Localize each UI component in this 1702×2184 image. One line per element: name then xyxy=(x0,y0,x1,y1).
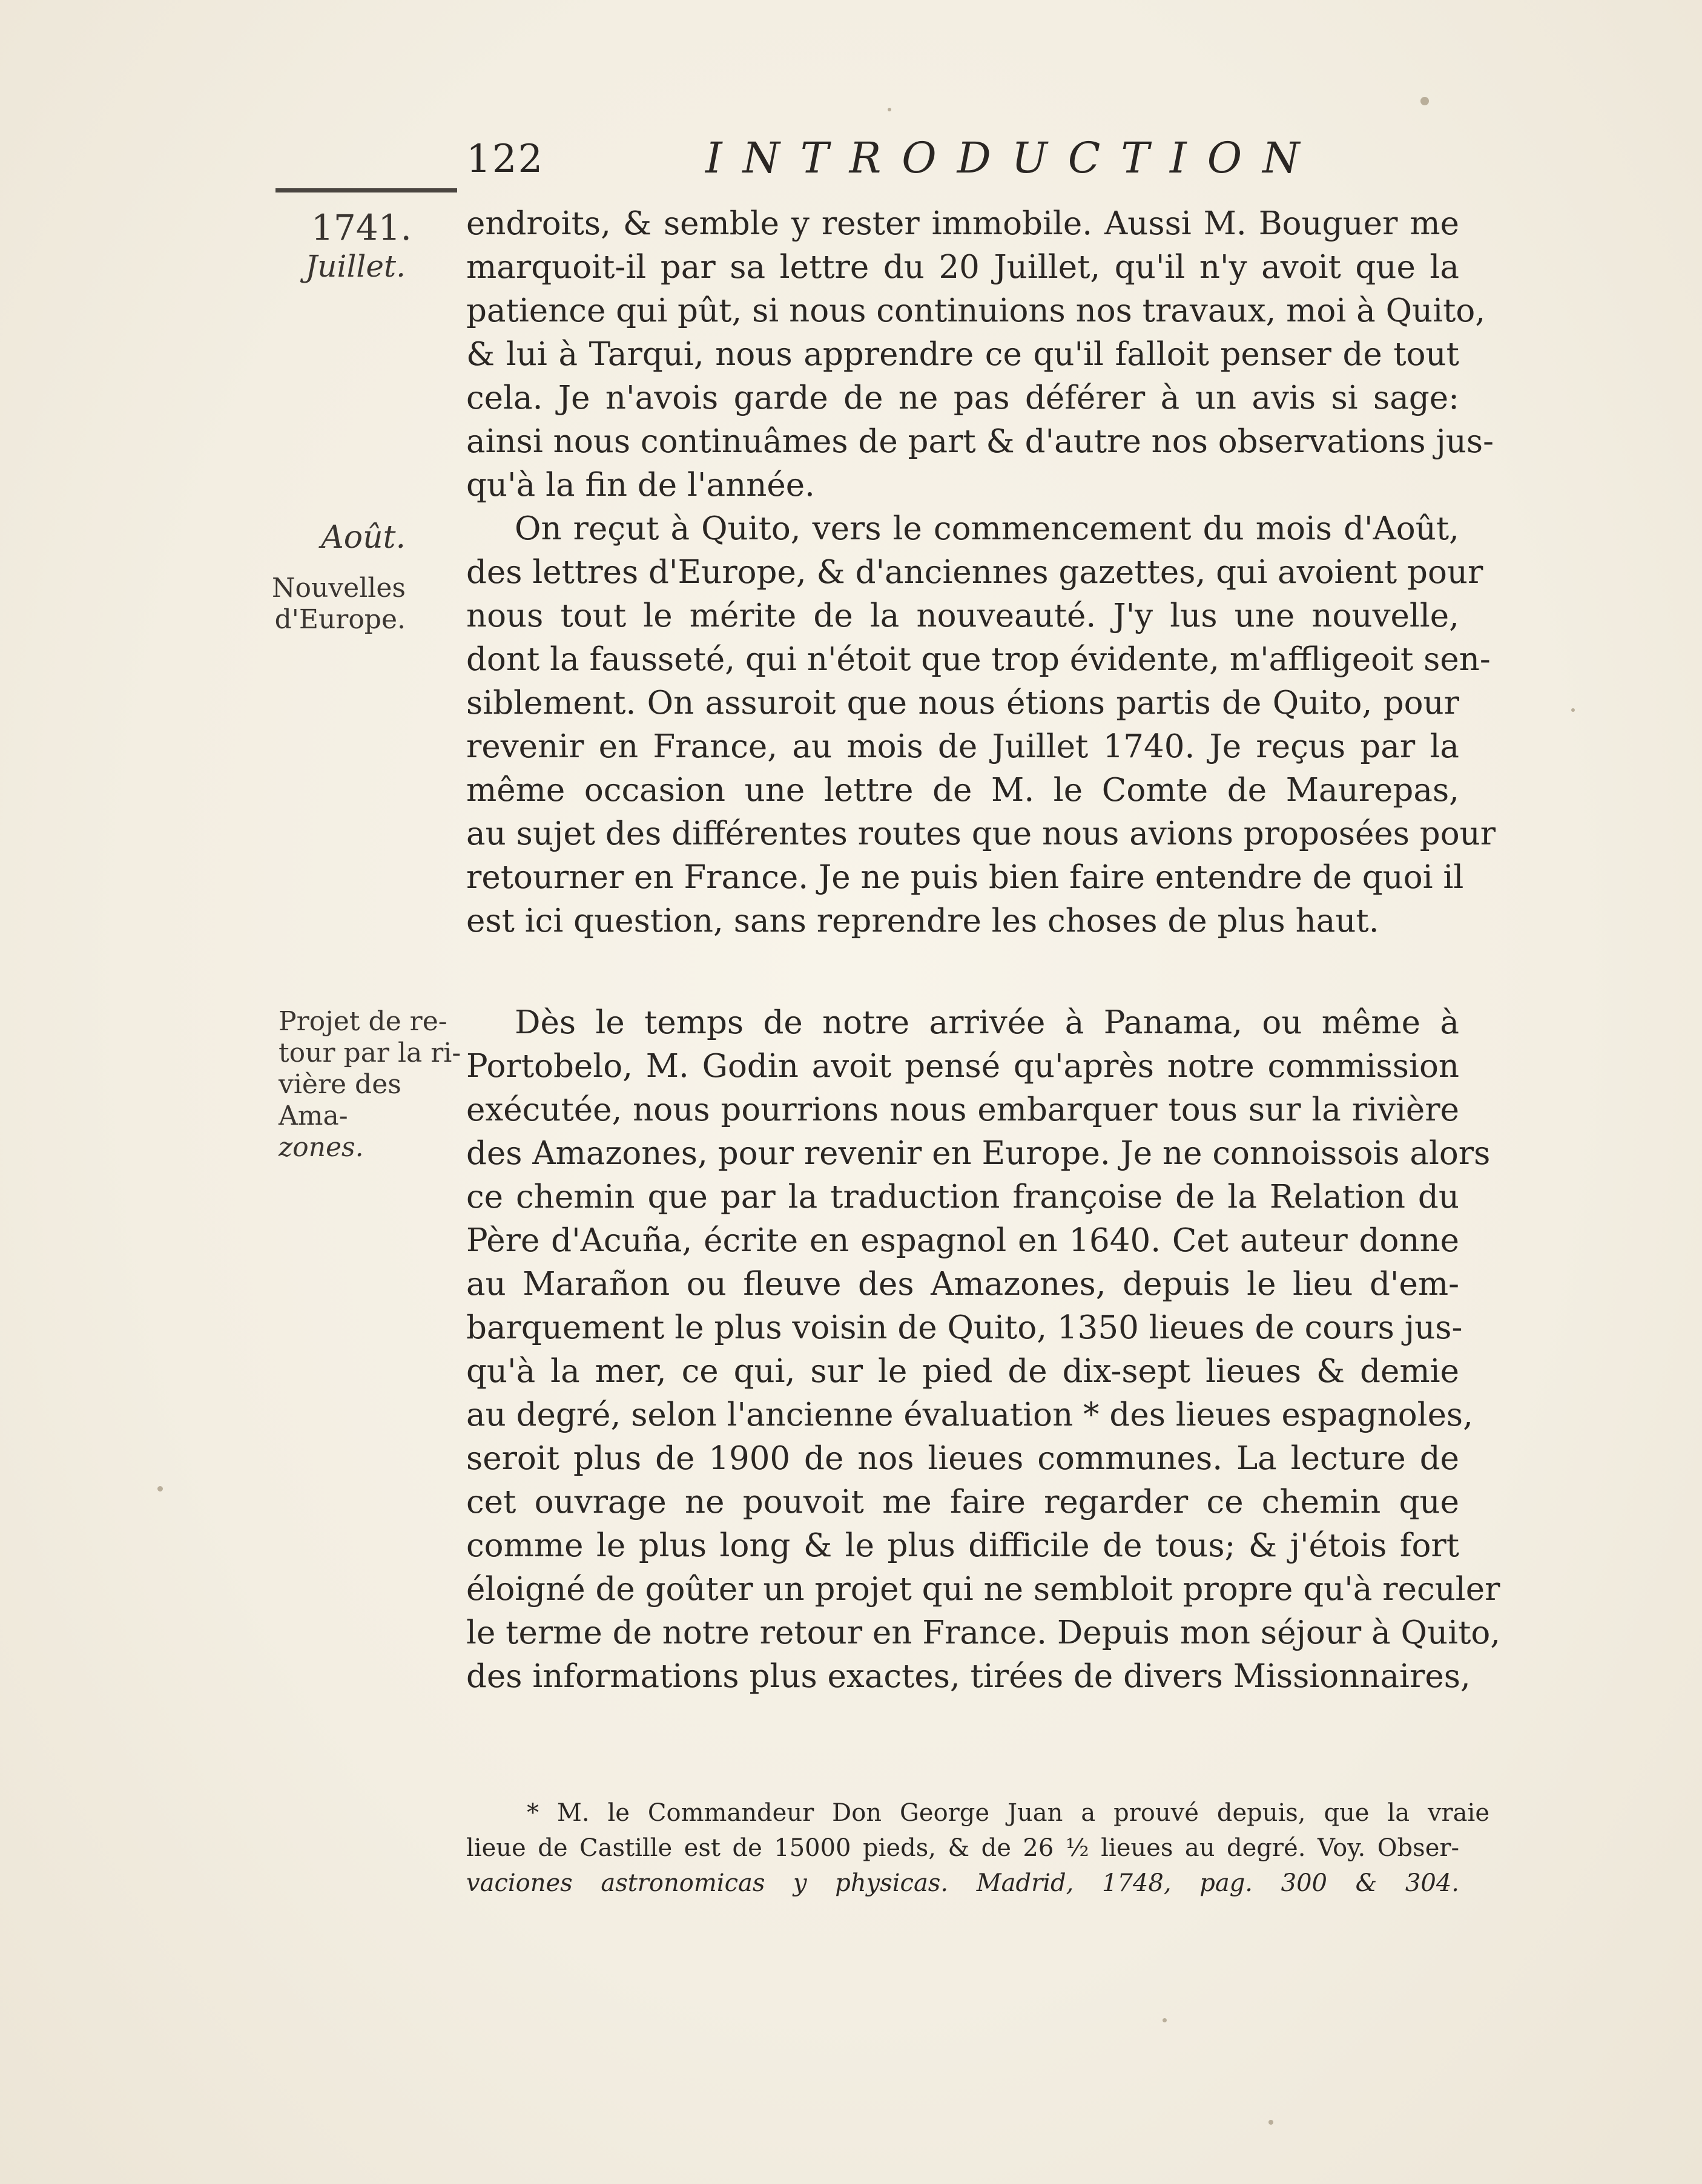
margin-rule xyxy=(275,188,457,192)
margin-month-aout: Août. xyxy=(321,519,406,556)
running-head: INTRODUCTION xyxy=(705,133,1321,183)
body-line: comme le plus long & le plus difficile de tous; & j'étois fort xyxy=(466,1527,1459,1564)
body-line: des informations plus exactes, tirées de divers Missionnaires, xyxy=(466,1658,1471,1695)
margin-year: 1741. xyxy=(311,207,412,248)
body-line: qu'à la mer, ce qui, sur le pied de dix-sept lieues & demie xyxy=(466,1353,1459,1390)
margin-note-nouvelles xyxy=(242,573,406,636)
margin-note-line: vière des Ama- xyxy=(279,1069,401,1131)
body-line: marquoit-il par sa lettre du 20 Juillet, qu'il n'y avoit que la xyxy=(466,249,1459,286)
paper-speck xyxy=(1420,97,1429,105)
body-line: patience qui pût, si nous continuions nos travaux, moi à Quito, xyxy=(466,292,1486,329)
margin-note-projet xyxy=(242,1006,478,1163)
body-line: seroit plus de 1900 de nos lieues communes. La lecture de xyxy=(466,1440,1459,1477)
body-line: qu'à la fin de l'année. xyxy=(466,467,815,504)
footnote-line: vaciones astronomicas y physicas. Madrid, 1748, pag. 300 & 304. xyxy=(466,1869,1459,1897)
paper-speck xyxy=(1163,2018,1167,2022)
body-line: cet ouvrage ne pouvoit me faire regarder ce chemin que xyxy=(466,1484,1459,1521)
margin-note-line: d'Europe. xyxy=(274,604,406,635)
body-line: endroits, & semble y rester immobile. Aussi M. Bouguer me xyxy=(466,205,1459,242)
body-line: siblement. On assuroit que nous étions partis de Quito, pour xyxy=(466,685,1459,722)
body-line: barquement le plus voisin de Quito, 1350 lieues de cours jus- xyxy=(466,1309,1463,1346)
body-line: au degré, selon l'ancienne évaluation * des lieues espagnoles, xyxy=(466,1396,1473,1433)
paper-speck xyxy=(157,1486,163,1492)
paper-speck xyxy=(888,108,891,111)
body-line: exécutée, nous pourrions nous embarquer tous sur la rivière xyxy=(466,1091,1459,1128)
margin-note-line: Nouvelles xyxy=(272,573,406,604)
body-line: au Marañon ou fleuve des Amazones, depuis le lieu d'em- xyxy=(466,1266,1459,1303)
body-line: Dès le temps de notre arrivée à Panama, ou même à xyxy=(515,1004,1459,1041)
body-line: ainsi nous continuâmes de part & d'autre nos observations jus- xyxy=(466,423,1494,460)
body-line: même occasion une lettre de M. le Comte de Maurepas, xyxy=(466,772,1459,809)
margin-note-line: tour par la ri- xyxy=(279,1038,461,1068)
body-line: retourner en France. Je ne puis bien faire entendre de quoi il xyxy=(466,859,1464,896)
body-line: est ici question, sans reprendre les choses de plus haut. xyxy=(466,903,1379,939)
margin-month-juillet: Juillet. xyxy=(305,249,406,284)
body-line: nous tout le mérite de la nouveauté. J'y lus une nouvelle, xyxy=(466,597,1459,634)
body-line: ce chemin que par la traduction françoise de la Relation du xyxy=(466,1179,1459,1215)
body-line: dont la fausseté, qui n'étoit que trop évidente, m'affligeoit sen- xyxy=(466,641,1491,678)
body-line: le terme de notre retour en France. Depuis mon séjour à Quito, xyxy=(466,1614,1501,1651)
body-line: éloigné de goûter un projet qui ne sembloit propre qu'à reculer xyxy=(466,1571,1500,1608)
body-line: des Amazones, pour revenir en Europe. Je ne connoissois alors xyxy=(466,1135,1491,1172)
body-line: On reçut à Quito, vers le commencement du mois d'Août, xyxy=(515,510,1459,547)
margin-note-line: zones. xyxy=(279,1132,364,1163)
body-line: des lettres d'Europe, & d'anciennes gazettes, qui avoient pour xyxy=(466,554,1483,591)
body-line: Père d'Acuña, écrite en espagnol en 1640. Cet auteur donne xyxy=(466,1222,1459,1259)
footnote-line: * M. le Commandeur Don George Juan a prouvé depuis, que la vraie xyxy=(527,1799,1489,1827)
paper-speck xyxy=(1268,2120,1273,2125)
footnote-line: lieue de Castille est de 15000 pieds, & de 26 ½ lieues au degré. Voy. Obser- xyxy=(466,1834,1459,1862)
paper-speck xyxy=(1571,708,1575,712)
page-number: 122 xyxy=(466,137,544,182)
body-line: revenir en France, au mois de Juillet 1740. Je reçus par la xyxy=(466,728,1459,765)
body-line: Portobelo, M. Godin avoit pensé qu'après notre commission xyxy=(466,1048,1459,1085)
body-line: au sujet des différentes routes que nous avions proposées pour xyxy=(466,815,1496,852)
body-line: & lui à Tarqui, nous apprendre ce qu'il falloit penser de tout xyxy=(466,336,1459,373)
body-line: cela. Je n'avois garde de ne pas déférer à un avis si sage: xyxy=(466,380,1459,416)
margin-note-line: Projet de re- xyxy=(279,1006,447,1037)
